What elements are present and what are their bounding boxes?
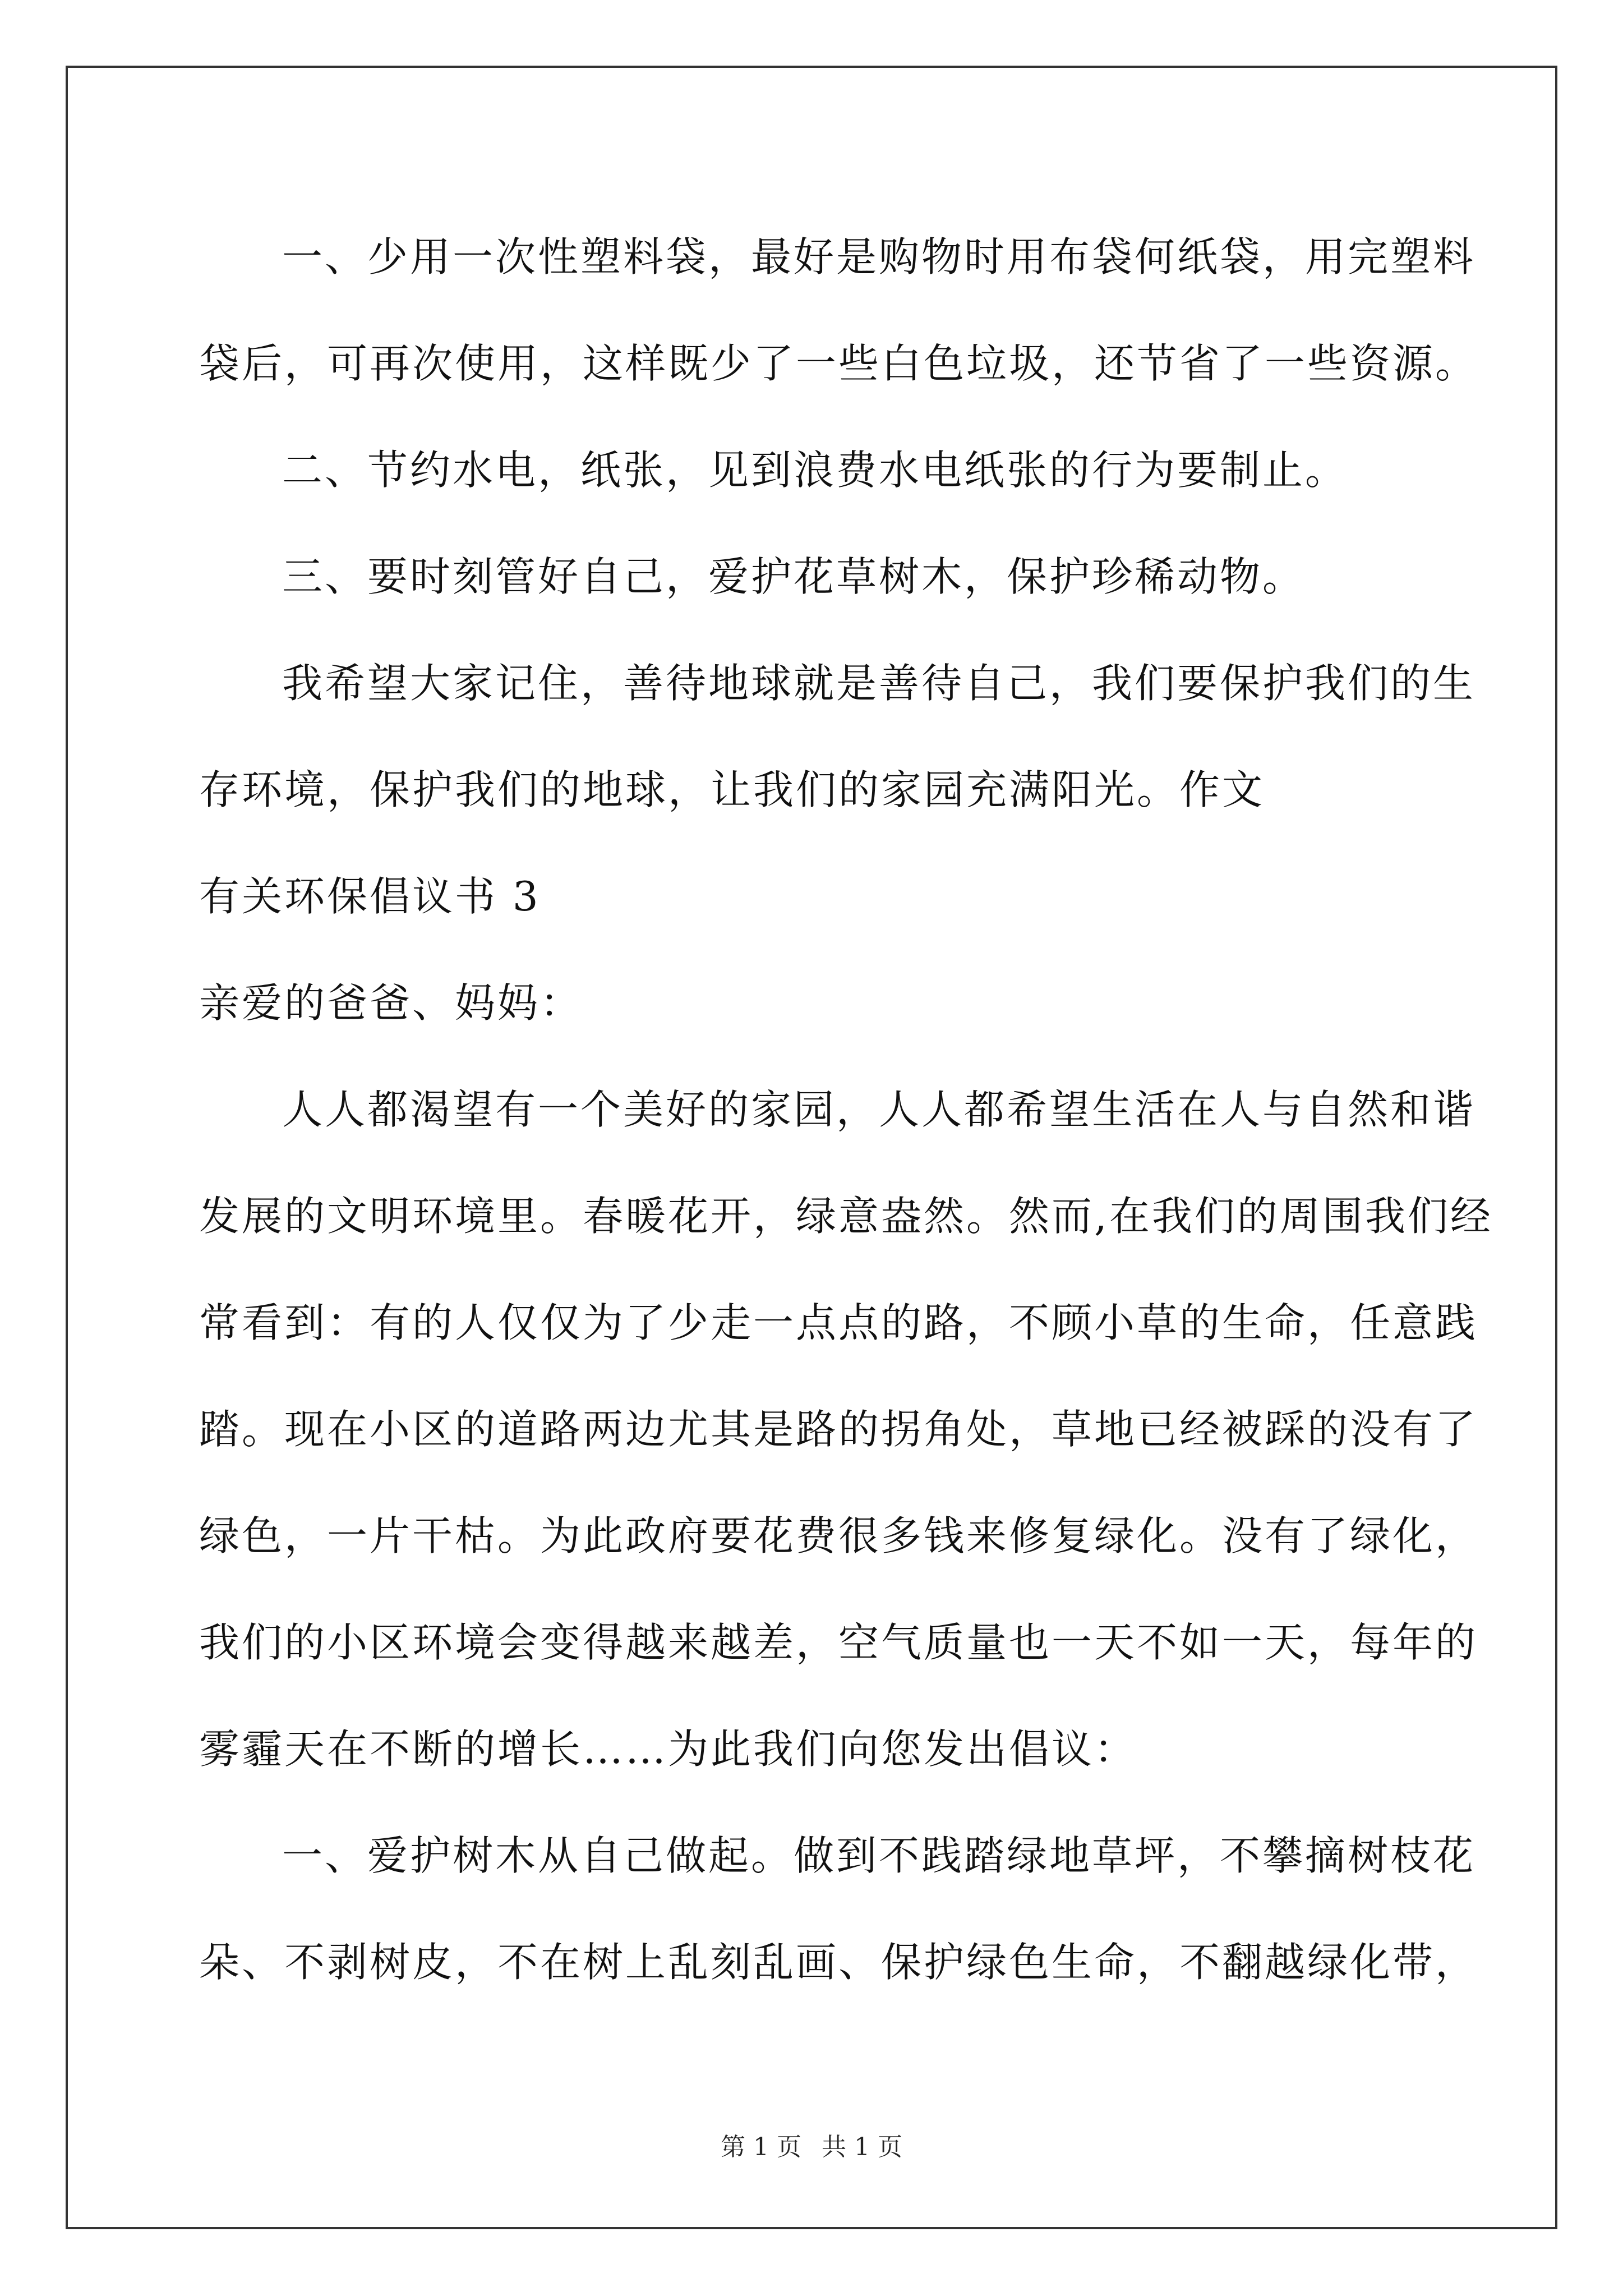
- paragraph-line: 二、节约水电，纸张，见到浪费水电纸张的行为要制止。: [282, 447, 1348, 494]
- page-number: 第 1 页: [721, 2133, 801, 2161]
- paragraph-line: 袋后，可再次使用，这样既少了一些白色垃圾，还节省了一些资源。: [199, 340, 1478, 387]
- paragraph-line: 常看到：有的人仅仅为了少走一点点的路，不顾小草的生命，任意践: [199, 1299, 1478, 1346]
- paragraph-line: 存环境，保护我们的地球，让我们的家园充满阳光。作文: [199, 766, 1265, 813]
- paragraph-line: 一、少用一次性塑料袋，最好是购物时用布袋何纸袋，用完塑料: [282, 233, 1476, 280]
- paragraph-line: 踏。现在小区的道路两边尤其是路的拐角处，草地已经被踩的没有了: [199, 1406, 1478, 1453]
- paragraph-line: 绿色，一片干枯。为此政府要花费很多钱来修复绿化。没有了绿化，: [199, 1512, 1478, 1559]
- section-heading: 有关环保倡议书 3: [199, 873, 541, 920]
- paragraph-line: 人人都渴望有一个美好的家园，人人都希望生活在人与自然和谐: [282, 1086, 1476, 1133]
- paragraph-line: 三、要时刻管好自己，爱护花草树木，保护珍稀动物。: [282, 553, 1306, 600]
- page-footer: [0, 2132, 1623, 2163]
- paragraph-line: 雾霾天在不断的增长……为此我们向您发出倡议：: [199, 1726, 1137, 1773]
- page-total: 共 1 页: [822, 2133, 902, 2161]
- paragraph-line: 朵、不剥树皮，不在树上乱刻乱画、保护绿色生命，不翻越绿化带，: [199, 1939, 1478, 1986]
- salutation: 亲爱的爸爸、妈妈：: [199, 979, 583, 1027]
- paragraph-line: 发展的文明环境里。春暖花开，绿意盎然。然而,在我们的周围我们经: [199, 1193, 1493, 1240]
- paragraph-line: 我希望大家记住，善待地球就是善待自己，我们要保护我们的生: [282, 660, 1476, 707]
- paragraph-line: 一、爱护树木从自己做起。做到不践踏绿地草坪，不攀摘树枝花: [282, 1832, 1476, 1879]
- paragraph-line: 我们的小区环境会变得越来越差，空气质量也一天不如一天，每年的: [199, 1619, 1478, 1666]
